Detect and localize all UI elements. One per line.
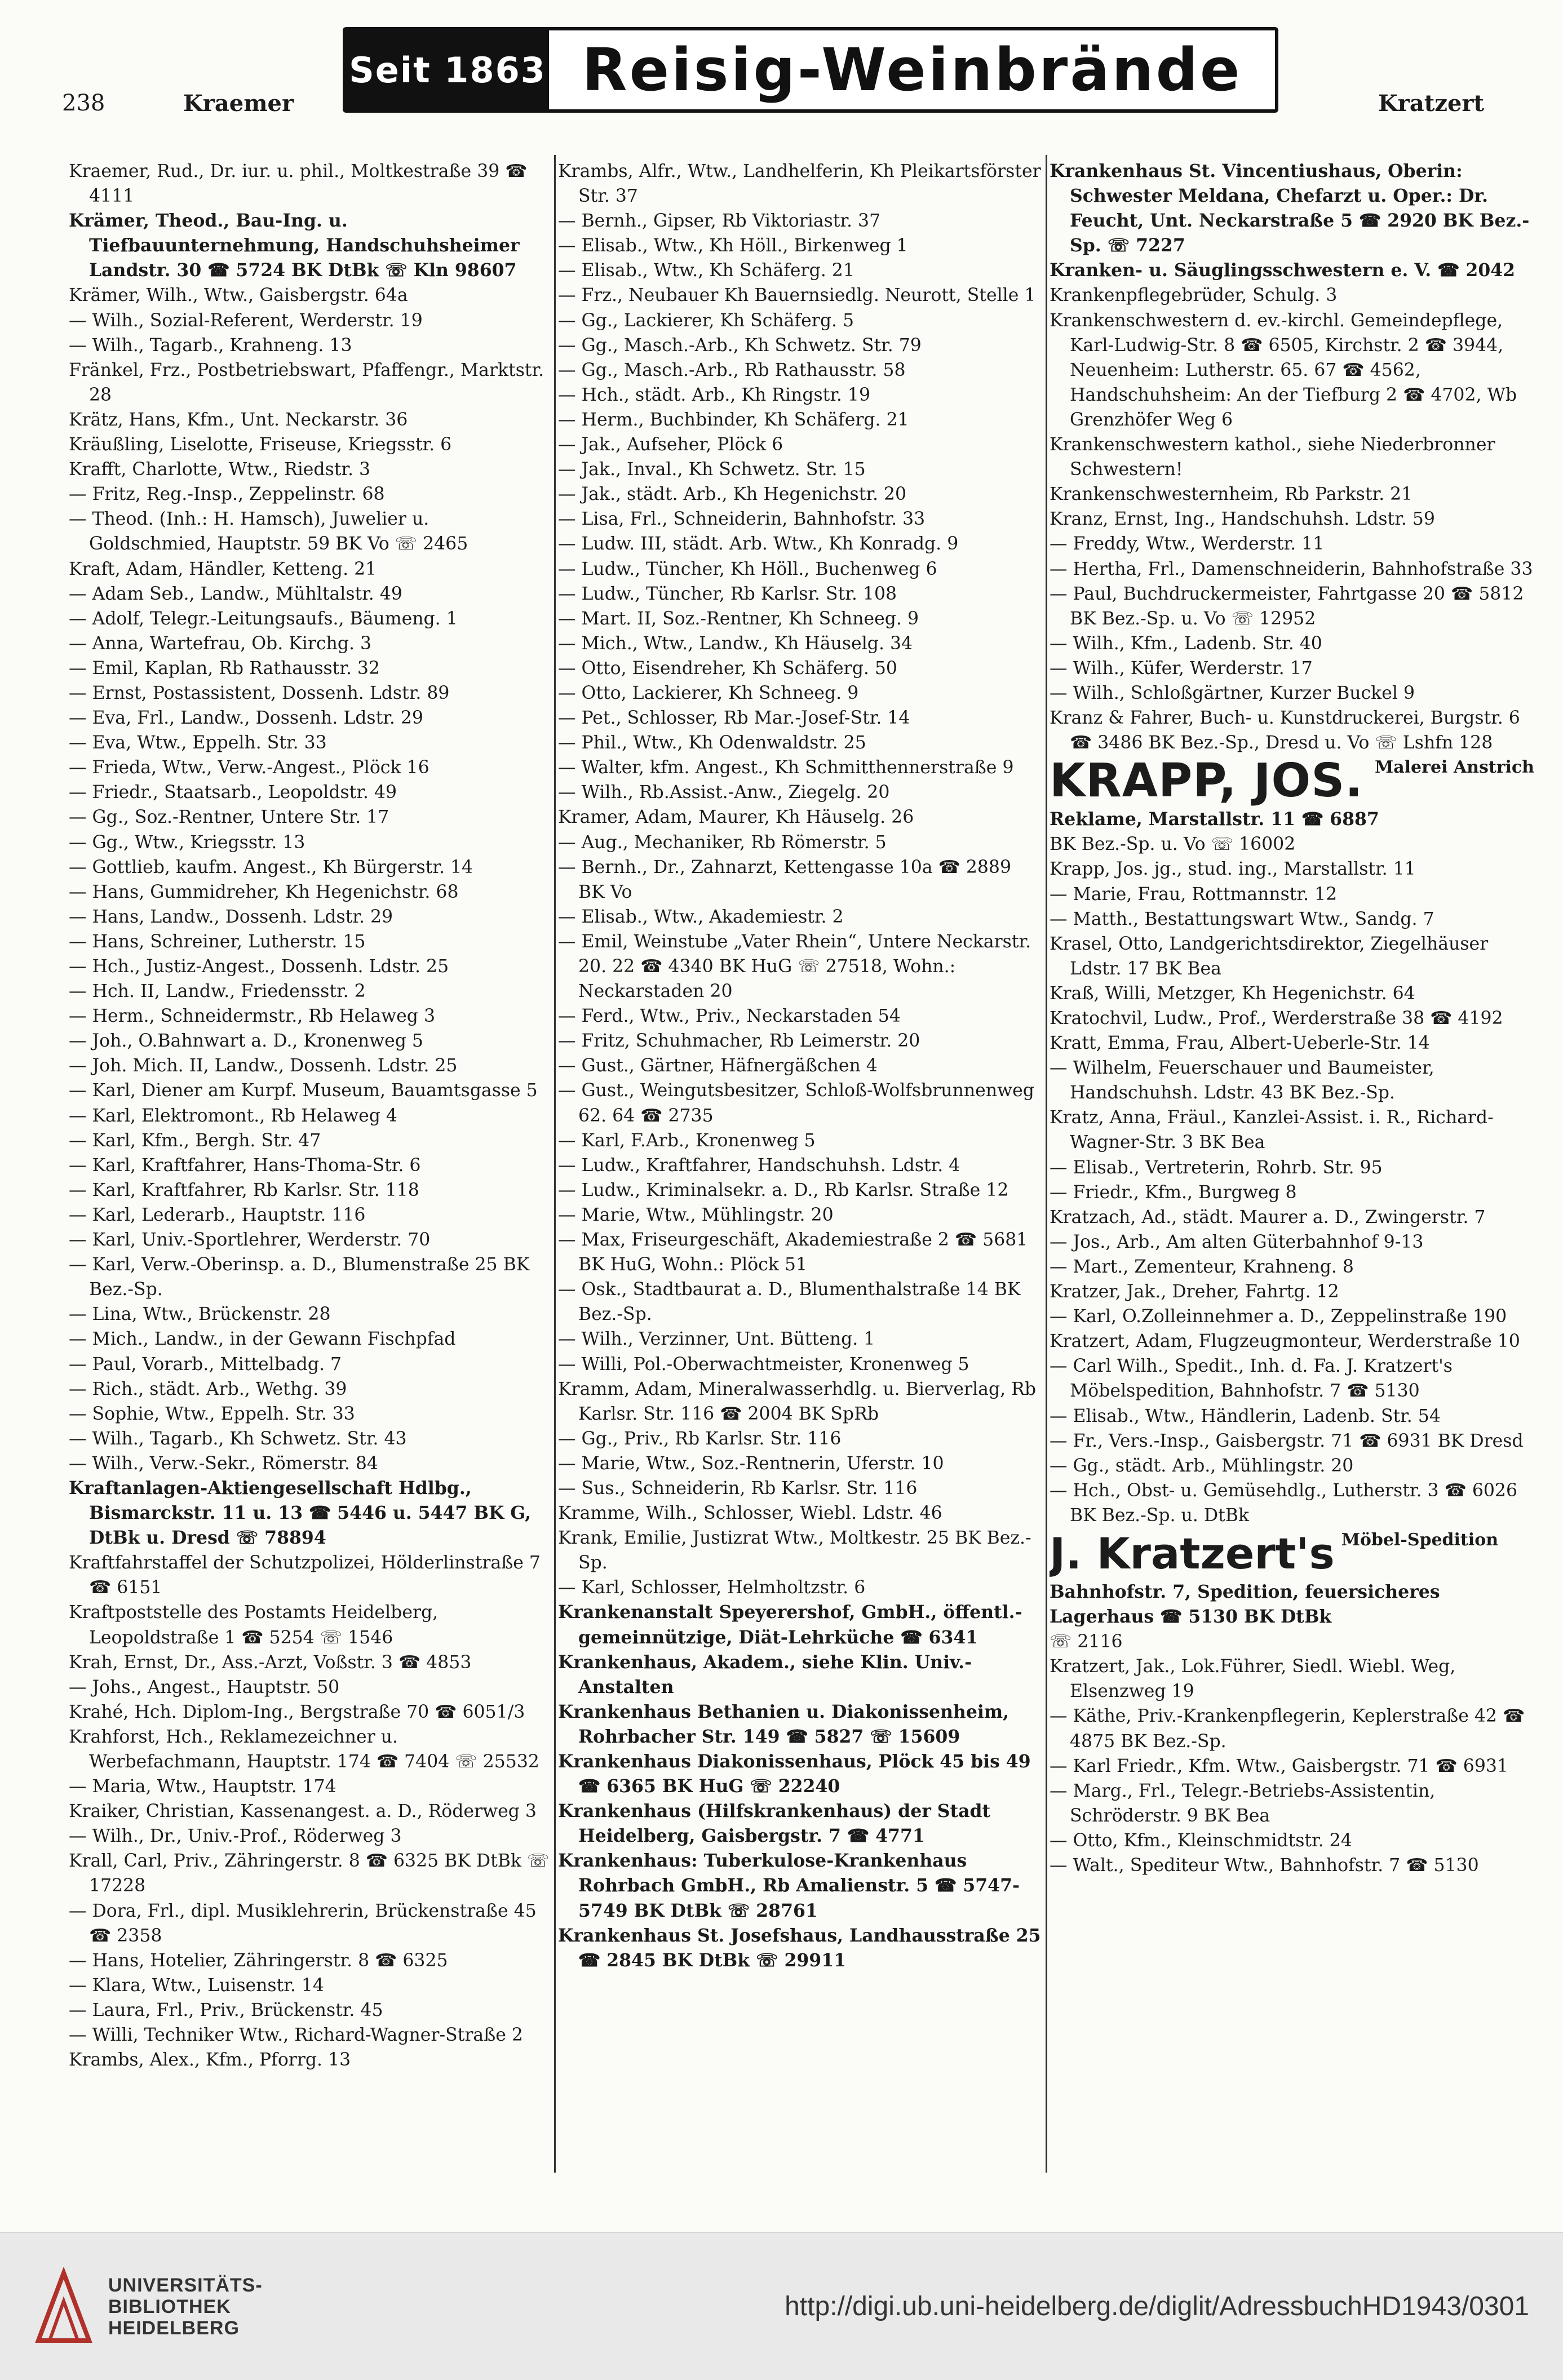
directory-entry: — Elisab., Vertreterin, Rohrb. Str. 95 — [1050, 1157, 1383, 1178]
directory-entry: — Aug., Mechaniker, Rb Römerstr. 5 — [558, 832, 887, 853]
directory-entry: — Wilhelm, Feuerschauer und Baumeister, Handschuhsh. Ldstr. 43 BK Bez.-Sp. — [1050, 1058, 1434, 1103]
directory-entry: — Adam Seb., Landw., Mühltalstr. 49 — [69, 583, 402, 604]
kratzert-ad-service: Möbel-Spedition — [1341, 1530, 1499, 1550]
directory-entry: — Elisab., Wtw., Akademiestr. 2 — [558, 906, 844, 927]
directory-entry: — Wilh., Sozial-Referent, Werderstr. 19 — [69, 310, 423, 331]
directory-entry: — Jos., Arb., Am alten Güterbahnhof 9-13 — [1050, 1231, 1424, 1252]
directory-entry: — Wilh., Rb.Assist.-Anw., Ziegelg. 20 — [558, 782, 890, 803]
directory-entry: — Ludw. III, städt. Arb. Wtw., Kh Konradg. 9 — [558, 534, 959, 555]
directory-entry: — Osk., Stadtbaurat a. D., Blumenthalstraße 14 BK Bez.-Sp. — [558, 1279, 1021, 1325]
digital-copy-link[interactable]: http://digi.ub.uni-heidelberg.de/diglit/AdressbuchHD1943/0301 — [785, 2292, 1529, 2321]
directory-entry: Kranz, Ernst, Ing., Handschuhsh. Ldstr. 59 — [1050, 509, 1435, 530]
krapp-ad-name: KRAPP, JOS. — [1050, 754, 1363, 808]
directory-entry: — Gg., Priv., Rb Karlsr. Str. 116 — [558, 1428, 842, 1449]
directory-entry: — Ernst, Postassistent, Dossenh. Ldstr. 89 — [69, 682, 450, 703]
directory-entry: — Theod. (Inh.: H. Hamsch), Juwelier u. Goldschmied, Hauptstr. 59 BK Vo ☏ 2465 — [69, 509, 468, 555]
directory-entry: Krankenanstalt Speyerershof, GmbH., öffentl.-gemeinnützige, Diät-Lehrküche ☎ 6341 — [558, 1602, 1022, 1648]
directory-entry: — Carl Wilh., Spedit., Inh. d. Fa. J. Kratzert's Möbelspedition, Bahnhofstr. 7 ☎ 5130 — [1050, 1356, 1453, 1402]
directory-entry: Kratzert, Adam, Flugzeugmonteur, Werderstraße 10 — [1050, 1331, 1520, 1352]
directory-entry: — Eva, Frl., Landw., Dossenh. Ldstr. 29 — [69, 708, 423, 729]
directory-entry: — Hch., städt. Arb., Kh Ringstr. 19 — [558, 384, 871, 405]
directory-entry: — Matth., Bestattungswart Wtw., Sandg. 7 — [1050, 908, 1434, 929]
directory-entry: — Karl, Diener am Kurpf. Museum, Bauamtsgasse 5 — [69, 1080, 538, 1101]
directory-entry: — Hch., Obst- u. Gemüsehdlg., Lutherstr. 3 ☎ 6026 BK Bez.-Sp. u. DtBk — [1050, 1480, 1517, 1526]
directory-entry: — Marie, Frau, Rottmannstr. 12 — [1050, 884, 1338, 905]
directory-entry: — Walt., Spediteur Wtw., Bahnhofstr. 7 ☎ 5130 — [1050, 1855, 1479, 1876]
directory-entry: — Fritz, Schuhmacher, Rb Leimerstr. 20 — [558, 1031, 920, 1052]
directory-entry: Kratzer, Jak., Dreher, Fahrtg. 12 — [1050, 1282, 1339, 1302]
directory-entry: — Wilh., Tagarb., Kh Schwetz. Str. 43 — [69, 1428, 407, 1449]
directory-entry: — Fritz, Reg.-Insp., Zeppelinstr. 68 — [69, 484, 385, 505]
directory-entry: — Wilh., Kfm., Ladenb. Str. 40 — [1050, 633, 1322, 654]
directory-entry: Kramer, Adam, Maurer, Kh Häuselg. 26 — [558, 807, 914, 828]
directory-entry: — Karl, O.Zolleinnehmer a. D., Zeppelinstraße 190 — [1050, 1306, 1507, 1327]
directory-entry: Krankenhaus St. Vincentiushaus, Oberin: Schwester Meldana, Chefarzt u. Oper.: Dr. Feucht, Unt. Neckarstraße 5 ☎ 2920 BK Bez.-Sp. ☏ 7227 — [1050, 161, 1530, 256]
directory-entry: — Karl, Verw.-Oberinsp. a. D., Blumenstraße 25 BK Bez.-Sp. — [69, 1255, 530, 1300]
directory-entry: — Karl, F.Arb., Kronenweg 5 — [558, 1130, 816, 1151]
directory-entry: — Anna, Wartefrau, Ob. Kirchg. 3 — [69, 633, 372, 654]
directory-entry: — Hans, Schreiner, Lutherstr. 15 — [69, 931, 366, 952]
directory-entry: Fränkel, Frz., Postbetriebswart, Pfaffengr., Marktstr. 28 — [69, 360, 544, 405]
krapp-advertisement — [1050, 755, 1534, 857]
directory-entry: — Gust., Weingutsbesitzer, Schloß-Wolfsbrunnenweg 62. 64 ☎ 2735 — [558, 1080, 1034, 1126]
running-head-left: Kraemer — [183, 90, 294, 117]
kratzert-advertisement — [1050, 1528, 1534, 1654]
directory-entry: — Ludw., Tüncher, Rb Karlsr. Str. 108 — [558, 583, 897, 604]
directory-entry: — Gottlieb, kaufm. Angest., Kh Bürgerstr. 14 — [69, 857, 473, 877]
directory-entry: — Hch. II, Landw., Friedensstr. 2 — [69, 981, 366, 1002]
directory-entry: — Dora, Frl., dipl. Musiklehrerin, Brückenstraße 45 ☎ 2358 — [69, 1900, 537, 1946]
directory-entry: — Friedr., Staatsarb., Leopoldstr. 49 — [69, 782, 397, 803]
directory-entry: Kräußling, Liselotte, Friseuse, Kriegsstr. 6 — [69, 435, 452, 455]
krapp-ad-services: Malerei Anstrich — [1375, 757, 1534, 778]
directory-entry: — Herm., Buchbinder, Kh Schäferg. 21 — [558, 409, 909, 430]
directory-entry: — Johs., Angest., Hauptstr. 50 — [69, 1677, 340, 1698]
directory-entry: Kraftfahrstaffel der Schutzpolizei, Hölderlinstraße 7 ☎ 6151 — [69, 1553, 541, 1598]
directory-entry: Krankenhaus (Hilfskrankenhaus) der Stadt Heidelberg, Gaisbergstr. 7 ☎ 4771 — [558, 1801, 991, 1847]
directory-entry: — Marie, Wtw., Soz.-Rentnerin, Uferstr. 10 — [558, 1453, 944, 1474]
directory-entry: Kraß, Willi, Metzger, Kh Hegenichstr. 64 — [1050, 983, 1415, 1004]
directory-entry: Krankenhaus, Akadem., siehe Klin. Univ.-Anstalten — [558, 1651, 972, 1698]
directory-entry: — Marie, Wtw., Mühlingstr. 20 — [558, 1204, 834, 1225]
directory-entry: — Paul, Buchdruckermeister, Fahrtgasse 20 ☎ 5812 BK Bez.-Sp. u. Vo ☏ 12952 — [1050, 583, 1524, 629]
directory-entry: — Klara, Wtw., Luisenstr. 14 — [69, 1975, 324, 1996]
directory-entry: — Fr., Vers.-Insp., Gaisbergstr. 71 ☎ 6931 BK Dresd — [1050, 1430, 1524, 1451]
column-3-entries-bottom — [1050, 1654, 1534, 1878]
directory-entry: — Elisab., Wtw., Kh Schäferg. 21 — [558, 260, 854, 281]
directory-entry: — Wilh., Tagarb., Krahneng. 13 — [69, 335, 352, 356]
directory-entry: Kratochvil, Ludw., Prof., Werderstraße 38 ☎ 4192 — [1050, 1008, 1503, 1029]
directory-entry: — Elisab., Wtw., Händlerin, Ladenb. Str. 54 — [1050, 1406, 1441, 1426]
directory-entry: Kramme, Wilh., Schlosser, Wiebl. Ldstr. 46 — [558, 1503, 942, 1524]
directory-entry: Krankenhaus St. Josefshaus, Landhausstraße 25 ☎ 2845 BK DtBk ☏ 29911 — [558, 1925, 1041, 1971]
directory-entry: Krahé, Hch. Diplom-Ing., Bergstraße 70 ☎ 6051/3 — [69, 1701, 525, 1722]
directory-entry: Kratzach, Ad., städt. Maurer a. D., Zwingerstr. 7 — [1050, 1207, 1486, 1227]
column-1 — [69, 159, 552, 2177]
directory-entry: — Mart. II, Soz.-Rentner, Kh Schneeg. 9 — [558, 608, 919, 629]
directory-entry: Kraiker, Christian, Kassenangest. a. D., Röderweg 3 — [69, 1801, 537, 1822]
directory-entry: — Wilh., Dr., Univ.-Prof., Röderweg 3 — [69, 1826, 402, 1847]
directory-entry: Krankenschwestern kathol., siehe Niederbronner Schwestern! — [1050, 435, 1495, 480]
directory-entry: — Ferd., Wtw., Priv., Neckarstaden 54 — [558, 1006, 901, 1027]
directory-entry: — Marg., Frl., Telegr.-Betriebs-Assistentin, Schröderstr. 9 BK Bea — [1050, 1780, 1436, 1826]
directory-entry: — Otto, Eisendreher, Kh Schäferg. 50 — [558, 658, 897, 679]
directory-entry: Krämer, Theod., Bau-Ing. u. Tiefbauunternehmung, Handschuhsheimer Landstr. 30 ☎ 5724 BK DtBk ☏ Kln 98607 — [69, 210, 520, 281]
directory-entry: Krankenhaus Bethanien u. Diakonissenheim, Rohrbacher Str. 149 ☎ 5827 ☏ 15609 — [558, 1701, 1009, 1747]
directory-entry: Krall, Carl, Priv., Zähringerstr. 8 ☎ 6325 BK DtBk ☏ 17228 — [69, 1851, 550, 1896]
directory-entry: — Emil, Weinstube „Vater Rhein“, Untere Neckarstr. 20. 22 ☎ 4340 BK HuG ☏ 27518, Wohn.: Neckarstaden 20 — [558, 931, 1031, 1002]
directory-entry: — Bernh., Dr., Zahnarzt, Kettengasse 10a ☎ 2889 BK Vo — [558, 857, 1012, 902]
library-name-line: HEIDELBERG — [108, 2317, 240, 2339]
directory-entry: Kratt, Emma, Frau, Albert-Ueberle-Str. 14 — [1050, 1033, 1430, 1054]
directory-entry: — Karl, Lederarb., Hauptstr. 116 — [69, 1204, 366, 1225]
krapp-ad-address: Reklame, Marstallstr. 11 ☎ 6887 — [1050, 809, 1379, 830]
column-3-entries-middle — [1050, 857, 1534, 1528]
directory-entry: — Emil, Kaplan, Rb Rathausstr. 32 — [69, 658, 380, 679]
directory-entry: Krambs, Alfr., Wtw., Landhelferin, Kh Pleikartsförster Str. 37 — [558, 161, 1041, 207]
directory-entry: — Gg., Masch.-Arb., Kh Schwetz. Str. 79 — [558, 335, 922, 356]
library-footer — [0, 2232, 1563, 2380]
directory-entry: — Otto, Kfm., Kleinschmidtstr. 24 — [1050, 1830, 1352, 1851]
directory-entry: Krapp, Jos. jg., stud. ing., Marstallstr. 11 — [1050, 859, 1416, 880]
directory-entry: Krahforst, Hch., Reklamezeichner u. Werbefachmann, Hauptstr. 174 ☎ 7404 ☏ 25532 — [69, 1726, 539, 1772]
directory-entry: — Jak., Inval., Kh Schwetz. Str. 15 — [558, 459, 866, 480]
directory-entry: Krankenhaus: Tuberkulose-Krankenhaus Rohrbach GmbH., Rb Amalienstr. 5 ☎ 5747-5749 BK DtBk ☏ 28761 — [558, 1850, 1020, 1921]
library-name — [108, 2275, 263, 2339]
directory-entry: Krankenpflegebrüder, Schulg. 3 — [1050, 285, 1338, 306]
directory-entry: — Frz., Neubauer Kh Bauernsiedlg. Neurott, Stelle 1 — [558, 285, 1036, 306]
directory-entry: Kranken- u. Säuglingsschwestern e. V. ☎ 2042 — [1050, 260, 1516, 281]
directory-entry: — Hans, Gummidreher, Kh Hegenichstr. 68 — [69, 881, 459, 902]
directory-entry: — Mich., Wtw., Landw., Kh Häuselg. 34 — [558, 633, 913, 654]
directory-entry: — Hans, Landw., Dossenh. Ldstr. 29 — [69, 906, 393, 927]
directory-entry: Krah, Ernst, Dr., Ass.-Arzt, Voßstr. 3 ☎ 4853 — [69, 1652, 472, 1673]
directory-entry: — Karl, Kraftfahrer, Hans-Thoma-Str. 6 — [69, 1155, 421, 1176]
directory-entry: — Mart., Zementeur, Krahneng. 8 — [1050, 1256, 1354, 1277]
directory-entry: — Wilh., Verzinner, Unt. Bütteng. 1 — [558, 1329, 875, 1350]
university-library-logo-icon — [33, 2267, 95, 2346]
banner-brand: Reisig-Weinbrände — [582, 36, 1242, 104]
directory-entry: — Gust., Gärtner, Häfnergäßchen 4 — [558, 1056, 878, 1076]
directory-entry: — Karl, Elektromont., Rb Helaweg 4 — [69, 1105, 397, 1126]
directory-entry: — Karl, Kraftfahrer, Rb Karlsr. Str. 118 — [69, 1180, 419, 1200]
directory-entry: — Gg., städt. Arb., Mühlingstr. 20 — [1050, 1455, 1354, 1476]
kratzert-ad-name: J. Kratzert's — [1050, 1528, 1335, 1579]
directory-entry: Krafft, Charlotte, Wtw., Riedstr. 3 — [69, 459, 371, 480]
directory-entry: Krambs, Alex., Kfm., Pforrg. 13 — [69, 2050, 351, 2071]
directory-entry: — Elisab., Wtw., Kh Höll., Birkenweg 1 — [558, 236, 908, 256]
directory-entry: — Hans, Hotelier, Zähringerstr. 8 ☎ 6325 — [69, 1950, 448, 1971]
directory-entry: — Eva, Wtw., Eppelh. Str. 33 — [69, 733, 327, 754]
directory-entry: Krasel, Otto, Landgerichtsdirektor, Ziegelhäuser Ldstr. 17 BK Bea — [1050, 933, 1489, 979]
directory-entry: — Friedr., Kfm., Burgweg 8 — [1050, 1182, 1297, 1203]
directory-entry: — Rich., städt. Arb., Wethg. 39 — [69, 1379, 347, 1399]
directory-entry: Kraft, Adam, Händler, Ketteng. 21 — [69, 559, 377, 579]
directory-entry: — Käthe, Priv.-Krankenpflegerin, Keplerstraße 42 ☎ 4875 BK Bez.-Sp. — [1050, 1706, 1525, 1752]
directory-entry: — Karl, Univ.-Sportlehrer, Werderstr. 70 — [69, 1230, 431, 1251]
column-3-entries-top — [1050, 159, 1534, 755]
directory-entry: — Herm., Schneidermstr., Rb Helaweg 3 — [69, 1006, 435, 1027]
directory-entry: Kraftpoststelle des Postamts Heidelberg, Leopoldstraße 1 ☎ 5254 ☏ 1546 — [69, 1602, 439, 1648]
library-name-line: BIBLIOTHEK — [108, 2295, 231, 2317]
directory-entry: — Mich., Landw., in der Gewann Fischpfad — [69, 1329, 456, 1350]
directory-entry: — Paul, Vorarb., Mittelbadg. 7 — [69, 1354, 342, 1375]
kratzert-ad-telegram: ☏ 2116 — [1050, 1632, 1123, 1652]
column-1-entries — [69, 159, 552, 2072]
directory-entry: Kramm, Adam, Mineralwasserhdlg. u. Bierverlag, Rb Karlsr. Str. 116 ☎ 2004 BK SpRb — [558, 1379, 1037, 1424]
banner-since: Seit 1863 — [346, 30, 549, 109]
directory-entry: — Willi, Techniker Wtw., Richard-Wagner-Straße 2 — [69, 2025, 523, 2046]
directory-entry: Krank, Emilie, Justizrat Wtw., Moltkestr. 25 BK Bez.-Sp. — [558, 1528, 1031, 1574]
directory-entry: — Hertha, Frl., Damenschneiderin, Bahnhofstraße 33 — [1050, 559, 1533, 579]
directory-entry: — Ludw., Kriminalsekr. a. D., Rb Karlsr. Straße 12 — [558, 1180, 1009, 1200]
directory-entry: Kratz, Anna, Fräul., Kanzlei-Assist. i. R., Richard-Wagner-Str. 3 BK Bea — [1050, 1107, 1494, 1153]
directory-entry: Krätz, Hans, Kfm., Unt. Neckarstr. 36 — [69, 409, 408, 430]
advertisement-banner — [343, 27, 1278, 113]
directory-entry: — Wilh., Schloßgärtner, Kurzer Buckel 9 — [1050, 682, 1415, 703]
column-rule — [554, 155, 556, 2173]
directory-entry: — Gg., Lackierer, Kh Schäferg. 5 — [558, 310, 854, 331]
directory-entry: Krämer, Wilh., Wtw., Gaisbergstr. 64a — [69, 285, 408, 306]
directory-entry: — Laura, Frl., Priv., Brückenstr. 45 — [69, 2000, 383, 2020]
directory-entry: Krankenschwestern d. ev.-kirchl. Gemeindepflege, Karl-Ludwig-Str. 8 ☎ 6505, Kirchstr. 2 ☎ 3944, Neuenheim: Lutherstr. 65. 67 ☎ 4562, Handschuhsheim: An der Tiefburg 2 ☎ 4702, Wb Grenzhöfer Weg 6 — [1050, 310, 1517, 430]
directory-entry: — Wilh., Küfer, Werderstr. 17 — [1050, 658, 1313, 679]
column-rule — [1046, 155, 1047, 2173]
kratzert-ad-address: Bahnhofstr. 7, Spedition, feuersicheres Lagerhaus ☎ 5130 BK DtBk — [1050, 1581, 1440, 1628]
directory-entry: — Willi, Pol.-Oberwachtmeister, Kronenweg 5 — [558, 1354, 969, 1375]
directory-entry: — Ludw., Tüncher, Kh Höll., Buchenweg 6 — [558, 559, 937, 579]
column-3 — [1050, 159, 1534, 2177]
directory-entry: — Bernh., Gipser, Rb Viktoriastr. 37 — [558, 211, 881, 232]
directory-entry: — Maria, Wtw., Hauptstr. 174 — [69, 1776, 336, 1797]
directory-entry: — Lisa, Frl., Schneiderin, Bahnhofstr. 33 — [558, 509, 926, 530]
directory-entry: — Wilh., Verw.-Sekr., Römerstr. 84 — [69, 1453, 378, 1474]
directory-entry: — Otto, Lackierer, Kh Schneeg. 9 — [558, 682, 859, 703]
column-2 — [558, 159, 1042, 2177]
directory-entry: — Sus., Schneiderin, Rb Karlsr. Str. 116 — [558, 1478, 918, 1499]
directory-entry: — Ludw., Kraftfahrer, Handschuhsh. Ldstr. 4 — [558, 1155, 960, 1176]
directory-entry: — Gg., Soz.-Rentner, Untere Str. 17 — [69, 807, 389, 828]
directory-entry: — Karl Friedr., Kfm. Wtw., Gaisbergstr. 71 ☎ 6931 — [1050, 1756, 1508, 1776]
directory-entry: — Karl, Kfm., Bergh. Str. 47 — [69, 1130, 321, 1151]
directory-entry: — Joh., O.Bahnwart a. D., Kronenweg 5 — [69, 1031, 423, 1052]
directory-entry: Kratzert, Jak., Lok.Führer, Siedl. Wiebl. Weg, Elsenzweg 19 — [1050, 1656, 1456, 1702]
krapp-ad-bank: BK Bez.-Sp. u. Vo ☏ 16002 — [1050, 834, 1296, 855]
directory-entry: — Jak., städt. Arb., Kh Hegenichstr. 20 — [558, 484, 907, 505]
directory-entry: — Jak., Aufseher, Plöck 6 — [558, 435, 783, 455]
running-head-right: Kratzert — [1378, 90, 1484, 117]
directory-entry: — Sophie, Wtw., Eppelh. Str. 33 — [69, 1403, 355, 1424]
directory-entry: — Pet., Schlosser, Rb Mar.-Josef-Str. 14 — [558, 708, 910, 729]
directory-entry: Kraftanlagen-Aktiengesellschaft Hdlbg., Bismarckstr. 11 u. 13 ☎ 5446 u. 5447 BK G, DtBk u. Dresd ☏ 78894 — [69, 1477, 532, 1549]
directory-entry: Kraemer, Rud., Dr. iur. u. phil., Moltkestraße 39 ☎ 4111 — [69, 161, 528, 207]
page-number: 238 — [62, 90, 105, 116]
directory-entry: — Freddy, Wtw., Werderstr. 11 — [1050, 534, 1325, 555]
directory-entry: — Joh. Mich. II, Landw., Dossenh. Ldstr. 25 — [69, 1056, 458, 1076]
directory-entry: — Adolf, Telegr.-Leitungsaufs., Bäumeng. 1 — [69, 608, 458, 629]
directory-entry: — Phil., Wtw., Kh Odenwaldstr. 25 — [558, 733, 866, 754]
directory-entry: — Walter, kfm. Angest., Kh Schmitthennerstraße 9 — [558, 757, 1014, 778]
directory-entry: — Lina, Wtw., Brückenstr. 28 — [69, 1304, 331, 1325]
library-name-line: UNIVERSITÄTS- — [108, 2274, 263, 2296]
directory-entry: — Gg., Masch.-Arb., Rb Rathausstr. 58 — [558, 360, 906, 380]
directory-entry: — Karl, Schlosser, Helmholtzstr. 6 — [558, 1577, 866, 1598]
directory-entry: — Max, Friseurgeschäft, Akademiestraße 2 ☎ 5681 BK HuG, Wohn.: Plöck 51 — [558, 1230, 1028, 1275]
directory-entry: — Frieda, Wtw., Verw.-Angest., Plöck 16 — [69, 757, 430, 778]
column-2-entries — [558, 159, 1042, 1973]
directory-entry: Kranz & Fahrer, Buch- u. Kunstdruckerei, Burgstr. 6 ☎ 3486 BK Bez.-Sp., Dresd u. Vo ☏ Lshfn 128 — [1050, 708, 1520, 754]
directory-entry: Krankenhaus Diakonissenhaus, Plöck 45 bis 49 ☎ 6365 BK HuG ☏ 22240 — [558, 1751, 1031, 1797]
directory-entry: — Hch., Justiz-Angest., Dossenh. Ldstr. 25 — [69, 956, 449, 977]
directory-entry: — Gg., Wtw., Kriegsstr. 13 — [69, 832, 305, 853]
directory-entry: Krankenschwesternheim, Rb Parkstr. 21 — [1050, 484, 1413, 505]
